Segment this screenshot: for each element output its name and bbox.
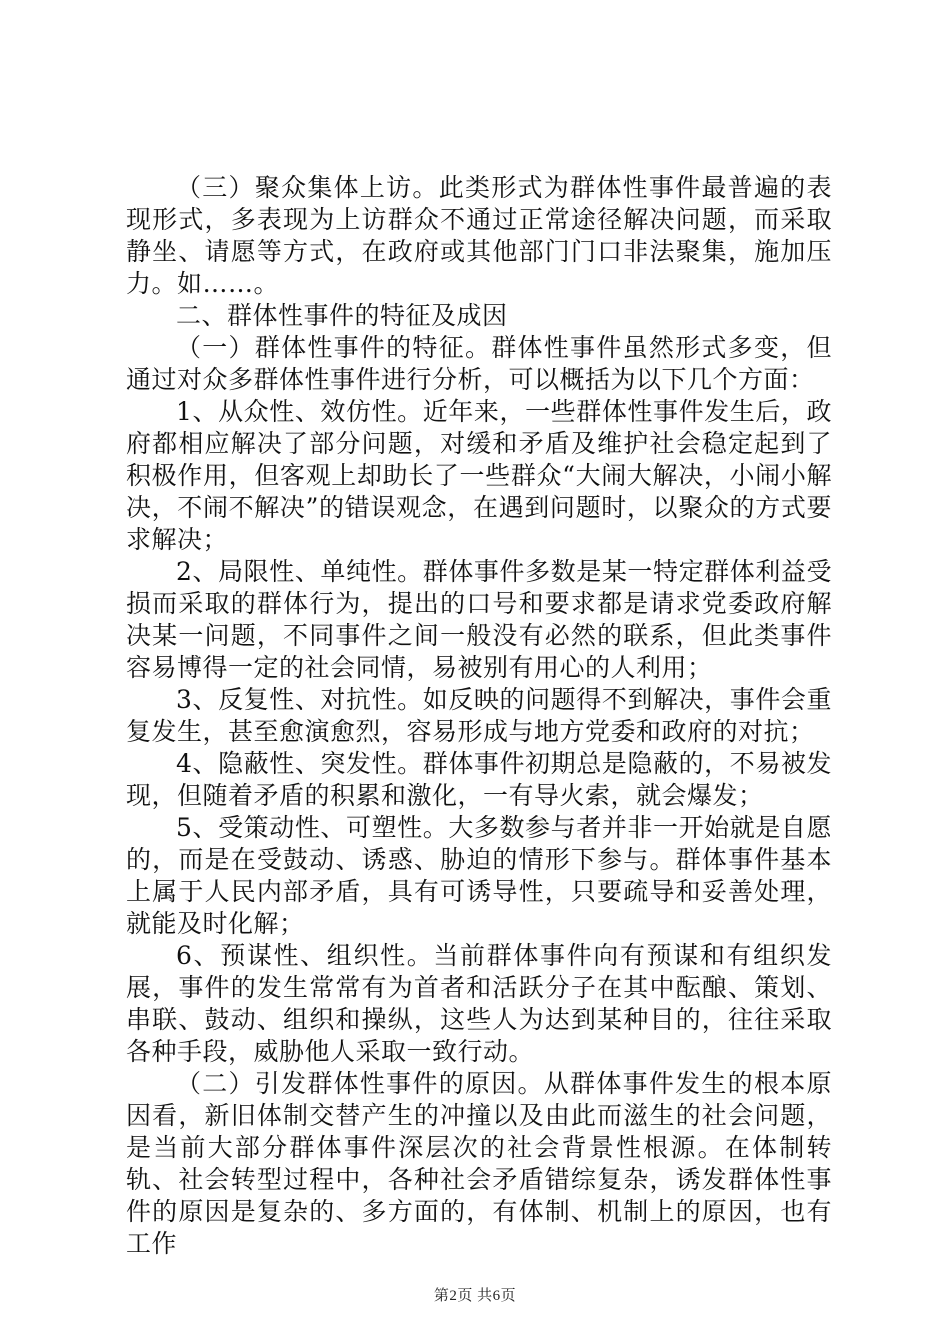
- page-footer: 第2页 共6页: [433, 1288, 517, 1304]
- paragraph-causes: （二）引发群体性事件的原因。从群体事件发生的根本原因看，新旧体制交替产生的冲撞以及由此而滋生的社会问题，是当前大部分群体事件深层次的社会背景性根源。在体制转轨、社会转型过程中，各种社会矛盾错综复杂，诱发群体性事件的原因是复杂的、多方面的，有体制、机制上的原因，也有工作: [126, 1069, 832, 1258]
- paragraph-item-1: 1、从众性、效仿性。近年来，一些群体性事件发生后，政府都相应解决了部分问题，对缓和矛盾及维护社会稳定起到了积极作用，但客观上却助长了一些群众“大闹大解决，小闹小解决，不闹不解决”的错误观念，在遇到问题时，以聚众的方式要求解决；: [126, 397, 832, 554]
- paragraph-item-3: 3、反复性、对抗性。如反映的问题得不到解决，事件会重复发生，甚至愈演愈烈，容易形成与地方党委和政府的对抗；: [126, 685, 832, 746]
- paragraph-item-4: 4、隐蔽性、突发性。群体事件初期总是隐蔽的，不易被发现，但随着矛盾的积累和激化，一有导火索，就会爆发；: [126, 749, 832, 810]
- paragraph-gathering-petition: （三）聚众集体上访。此类形式为群体性事件最普遍的表现形式，多表现为上访群众不通过正常途径解决问题，而采取静坐、请愿等方式，在政府或其他部门门口非法聚集，施加压力。如……。: [126, 173, 832, 298]
- paragraph-characteristics-intro: （一）群体性事件的特征。群体性事件虽然形式多变，但通过对众多群体性事件进行分析，可以概括为以下几个方面：: [126, 333, 832, 394]
- paragraph-item-2: 2、局限性、单纯性。群体事件多数是某一特定群体利益受损而采取的群体行为，提出的口号和要求都是请求党委政府解决某一问题，不同事件之间一般没有必然的联系，但此类事件容易博得一定的社会同情，易被别有用心的人利用；: [126, 557, 832, 682]
- section-heading-characteristics-causes: 二、群体性事件的特征及成因: [176, 301, 508, 330]
- paragraph-item-6: 6、预谋性、组织性。当前群体事件向有预谋和有组织发展，事件的发生常常有为首者和活跃分子在其中酝酿、策划、串联、鼓动、组织和操纵，这些人为达到某种目的，往往采取各种手段，威胁他人采取一致行动。: [126, 941, 832, 1066]
- paragraph-item-5: 5、受策动性、可塑性。大多数参与者并非一开始就是自愿的，而是在受鼓动、诱惑、胁迫的情形下参与。群体事件基本上属于人民内部矛盾，具有可诱导性，只要疏导和妥善处理，就能及时化解；: [126, 813, 832, 938]
- document-body: [126, 172, 832, 1260]
